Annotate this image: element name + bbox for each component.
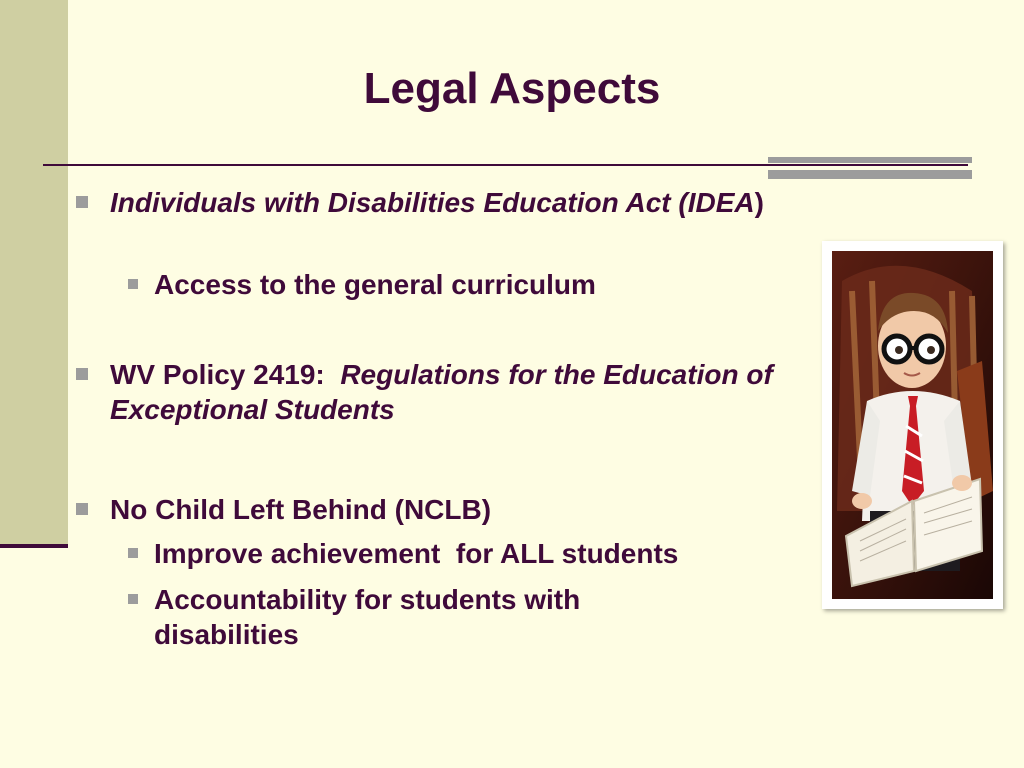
bullet-wv-policy-label: WV Policy 2419: (110, 359, 341, 390)
bullet-idea-tail: ) (754, 187, 764, 218)
left-decor-tick (0, 544, 68, 548)
subbullet-improve-text: Improve achievement for ALL students (154, 538, 679, 569)
bullet-nclb-text: No Child Left Behind (NCLB) (110, 494, 492, 525)
square-bullet-icon (128, 594, 138, 604)
bullet-idea-italic: Individuals with Disabilities Education Act (IDEA (110, 187, 755, 218)
slide-title: Legal Aspects (363, 64, 661, 113)
bullet-wv-policy-italic: Regulations for the Education of Exceptional Students (110, 359, 773, 425)
square-bullet-icon (76, 503, 88, 515)
subbullet-access-text: Access to the general curriculum (154, 269, 596, 300)
square-bullet-icon (128, 548, 138, 558)
accent-bar-top (768, 157, 972, 163)
square-bullet-icon (76, 368, 88, 380)
subbullet-accountability-text: Accountability for students with disabilities (154, 584, 581, 650)
photo-frame (822, 241, 1003, 609)
accent-bar-bottom (768, 170, 972, 179)
square-bullet-icon (128, 279, 138, 289)
title-divider (43, 164, 968, 166)
square-bullet-icon (76, 196, 88, 208)
child-reading-illustration (832, 251, 993, 599)
child-reading-photo (832, 251, 993, 599)
